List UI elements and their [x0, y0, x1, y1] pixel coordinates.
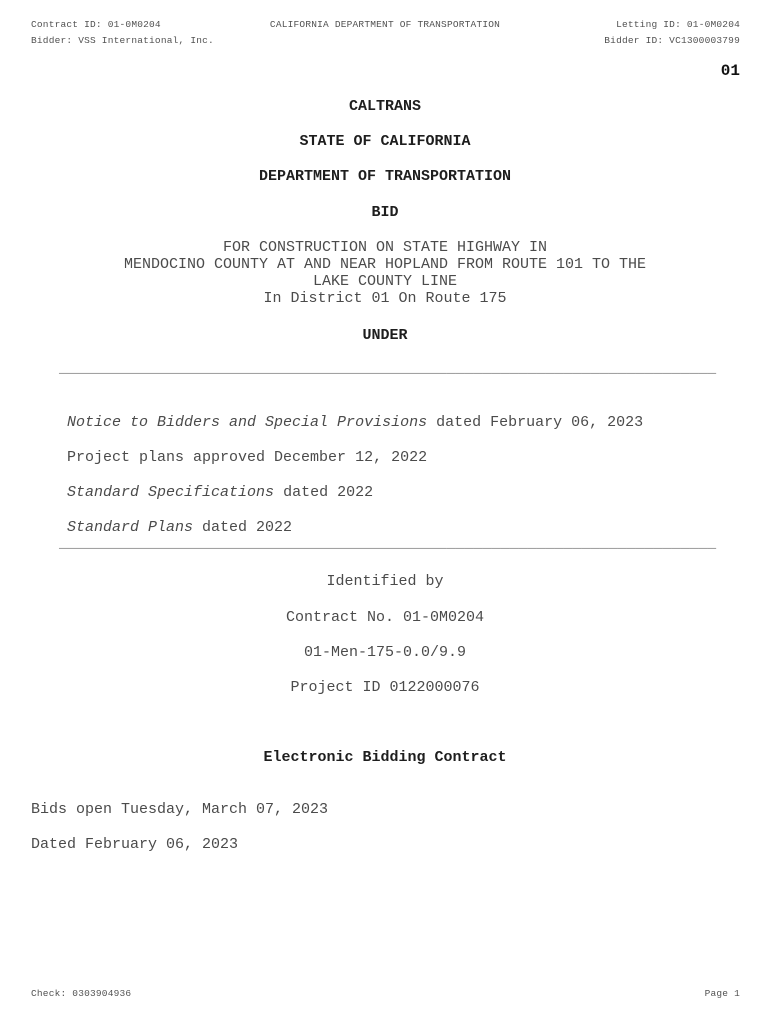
header-bidder-name: Bidder: VSS International, Inc.: [31, 35, 214, 46]
reference-document-title: Standard Specifications: [67, 484, 275, 501]
horizontal-divider-top: _________________________________________________________________________: [59, 360, 717, 377]
reference-document-title: Notice to Bidders and Special Provisions: [67, 414, 428, 431]
bids-open-date: Bids open Tuesday, March 07, 2023: [31, 801, 329, 818]
reference-document-date: Project plans approved December 12, 2022: [67, 449, 428, 466]
header-agency-title: CALIFORNIA DEPARTMENT OF TRANSPORTATION: [269, 19, 501, 30]
title-department: DEPARTMENT OF TRANSPORTATION: [258, 168, 512, 185]
header-bidder-id: Bidder ID: VC1300003799: [604, 35, 740, 46]
title-state: STATE OF CALIFORNIA: [299, 133, 471, 150]
header-contract-id: Contract ID: 01-0M0204: [31, 19, 161, 30]
district-county-route: 01-Men-175-0.0/9.9: [303, 644, 467, 661]
footer-page-number: Page 1: [704, 988, 740, 999]
contract-number: Contract No. 01-0M0204: [285, 609, 485, 626]
dated-line: Dated February 06, 2023: [31, 836, 239, 853]
project-description-line-3: LAKE COUNTY LINE: [312, 273, 458, 290]
project-description-line-2: MENDOCINO COUNTY AT AND NEAR HOPLAND FROM ROUTE 101 TO THE: [123, 256, 647, 273]
reference-document-date: dated 2022: [274, 484, 374, 501]
reference-document-date: dated February 06, 2023: [427, 414, 644, 431]
reference-document-title: Standard Plans: [67, 519, 194, 536]
project-description-line-4: In District 01 On Route 175: [263, 290, 507, 307]
sheet-number: 01: [720, 62, 740, 80]
reference-document-date: dated 2022: [193, 519, 293, 536]
under-label: UNDER: [362, 327, 408, 344]
title-doc-type: BID: [371, 204, 399, 221]
footer-check-number: Check: 0303904936: [31, 988, 132, 999]
title-caltrans: CALTRANS: [348, 98, 421, 115]
identified-by-label: Identified by: [326, 573, 444, 590]
project-description-line-1: FOR CONSTRUCTION ON STATE HIGHWAY IN: [222, 239, 548, 256]
horizontal-divider-bottom: _________________________________________________________________________: [59, 535, 717, 552]
header-letting-id: Letting ID: 01-0M0204: [616, 19, 740, 30]
project-id: Project ID 0122000076: [290, 679, 480, 696]
contract-type-heading: Electronic Bidding Contract: [263, 749, 507, 766]
